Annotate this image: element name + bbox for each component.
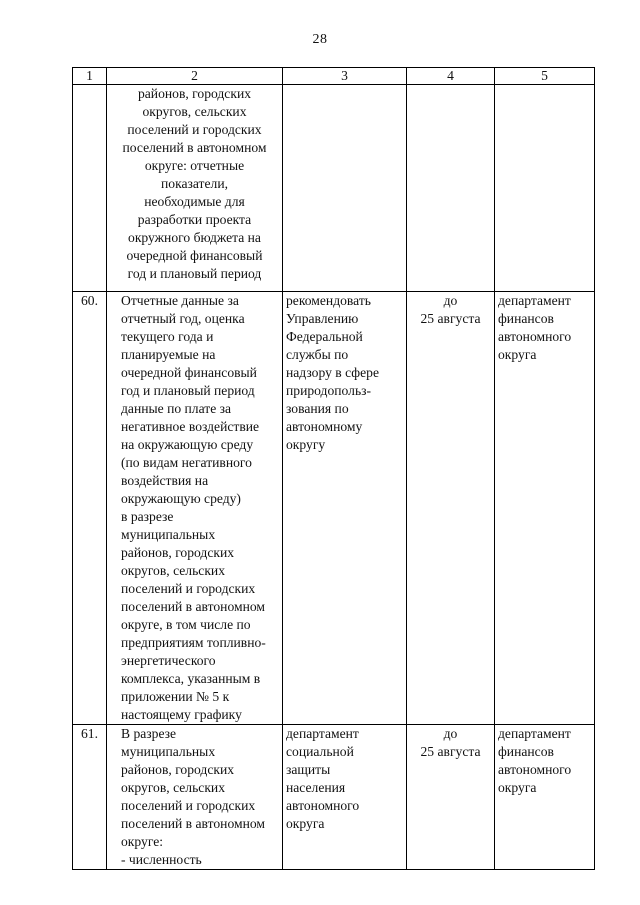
- recipient-cell: департамент финансов автономного округа: [495, 292, 595, 725]
- header-cell: 1: [73, 68, 107, 85]
- header-cell: 4: [407, 68, 495, 85]
- deadline-cell: [407, 85, 495, 292]
- responsible-cell: департамент социальной защиты населения автономного округа: [283, 725, 407, 870]
- row-number-cell: 60.: [73, 292, 107, 725]
- table-row: [73, 725, 595, 870]
- recipient-cell: [495, 85, 595, 292]
- description-cell: В разрезе муниципальных районов, городских округов, сельских поселений и городских поселений в автономном округе: - численность: [107, 725, 283, 870]
- table-row: [73, 292, 595, 725]
- row-number-cell: [73, 85, 107, 292]
- deadline-cell: до 25 августа: [407, 292, 495, 725]
- table-row: [73, 85, 595, 292]
- responsible-cell: [283, 85, 407, 292]
- deadline-cell: до 25 августа: [407, 725, 495, 870]
- page-number: 28: [312, 32, 328, 47]
- description-cell: Отчетные данные за отчетный год, оценка текущего года и планируемые на очередной финансовый год и плановый период данные по плате за негативное воздействие на окружающую среду (по видам негативного воздействия на окружающую среду) в разрезе муниципальных районов, городских округов, сельских поселений и городских поселений в автономном округе, в том числе по предприятиям топливно- энергетического комплекса, указанным в приложении № 5 к настоящему графику: [107, 292, 283, 725]
- schedule-table: [72, 67, 595, 870]
- table-header-row: [73, 68, 595, 85]
- header-cell: 5: [495, 68, 595, 85]
- responsible-cell: рекомендовать Управлению Федеральной службы по надзору в сфере природопольз- зования по автономному округу: [283, 292, 407, 725]
- header-cell: 3: [283, 68, 407, 85]
- header-cell: 2: [107, 68, 283, 85]
- row-number-cell: 61.: [73, 725, 107, 870]
- description-cell: районов, городских округов, сельских поселений и городских поселений в автономном округе: отчетные показатели, необходимые для разработки проекта окружного бюджета на очередной финансовый год и плановый период: [107, 85, 283, 292]
- recipient-cell: департамент финансов автономного округа: [495, 725, 595, 870]
